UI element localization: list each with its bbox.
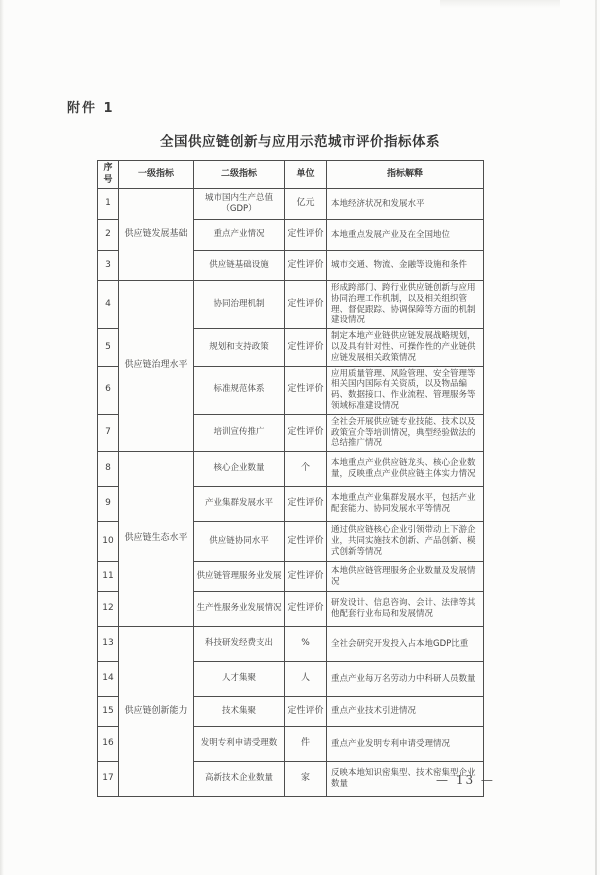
unit-cell: 定性评价: [285, 562, 327, 592]
explanation-cell: 形成跨部门、跨行业供应链创新与应用协同治理工作机制，以及相关组织管理、督促跟踪、协调保障等方面的机制建设情况: [327, 281, 484, 329]
level2-indicator-cell: 科技研发经费支出: [194, 627, 285, 662]
row-number-cell: 11: [98, 562, 119, 592]
table-row: [98, 452, 484, 487]
row-number-cell: 13: [98, 627, 119, 662]
level2-indicator-cell: 人才集聚: [194, 662, 285, 697]
table-body: [98, 189, 484, 797]
table-header-row: [98, 161, 484, 189]
column-header: 二级指标: [194, 161, 285, 189]
row-number-cell: 6: [98, 366, 119, 414]
indicator-table: [97, 160, 484, 797]
table-row: [98, 189, 484, 220]
level2-indicator-cell: 标准规范体系: [194, 366, 285, 414]
row-number-cell: 16: [98, 727, 119, 762]
page-number: — 13 —: [436, 773, 495, 787]
row-number-cell: 17: [98, 762, 119, 797]
row-number-cell: 5: [98, 329, 119, 366]
table-row: [98, 627, 484, 662]
explanation-cell: 反映本地知识密集型、技术密集型企业数量: [327, 762, 484, 797]
level2-indicator-cell: 城市国内生产总值（GDP）: [194, 189, 285, 220]
explanation-cell: 研发设计、信息咨询、会计、法律等其他配套行业布局和发展情况: [327, 592, 484, 627]
column-header: 序号: [98, 161, 119, 189]
explanation-cell: 本地重点产业集群发展水平，包括产业配套能力、协同发展水平等情况: [327, 487, 484, 522]
level2-indicator-cell: 培训宣传推广: [194, 414, 285, 451]
table-row: [98, 281, 484, 329]
level2-indicator-cell: 技术集聚: [194, 697, 285, 727]
level1-indicator-cell: 供应链发展基础: [119, 189, 194, 281]
level1-indicator-cell: 供应链治理水平: [119, 281, 194, 452]
unit-cell: 人: [285, 662, 327, 697]
unit-cell: 定性评价: [285, 522, 327, 562]
level2-indicator-cell: 协同治理机制: [194, 281, 285, 329]
row-number-cell: 8: [98, 452, 119, 487]
explanation-cell: 全社会研究开发投入占本地GDP比重: [327, 627, 484, 662]
explanation-cell: 本地经济状况和发展水平: [327, 189, 484, 220]
unit-cell: 个: [285, 452, 327, 487]
level2-indicator-cell: 生产性服务业发展情况: [194, 592, 285, 627]
row-number-cell: 15: [98, 697, 119, 727]
scan-smudge: [440, 0, 560, 8]
row-number-cell: 4: [98, 281, 119, 329]
unit-cell: 定性评价: [285, 366, 327, 414]
row-number-cell: 10: [98, 522, 119, 562]
level2-indicator-cell: 规划和支持政策: [194, 329, 285, 366]
level1-indicator-cell: 供应链创新能力: [119, 627, 194, 797]
unit-cell: 家: [285, 762, 327, 797]
level2-indicator-cell: 供应链协同水平: [194, 522, 285, 562]
unit-cell: 件: [285, 727, 327, 762]
row-number-cell: 7: [98, 414, 119, 451]
explanation-cell: 制定本地产业链供应链发展战略规划，以及具有针对性、可操作性的产业链供应链发展相关政策情况: [327, 329, 484, 366]
unit-cell: 定性评价: [285, 251, 327, 281]
level2-indicator-cell: 产业集群发展水平: [194, 487, 285, 522]
explanation-cell: 全社会开展供应链专业技能、技术以及政策宣介等培训情况，典型经验做法的总结推广情况: [327, 414, 484, 451]
explanation-cell: 重点产业技术引进情况: [327, 697, 484, 727]
level2-indicator-cell: 供应链管理服务业发展: [194, 562, 285, 592]
explanation-cell: 本地重点发展产业及在全国地位: [327, 220, 484, 251]
explanation-cell: 重点产业每万名劳动力中科研人员数量: [327, 662, 484, 697]
attachment-label: 附件 1: [67, 101, 115, 116]
unit-cell: 定性评价: [285, 329, 327, 366]
row-number-cell: 2: [98, 220, 119, 251]
page-title: 全国供应链创新与应用示范城市评价指标体系: [160, 134, 440, 150]
unit-cell: 定性评价: [285, 592, 327, 627]
row-number-cell: 3: [98, 251, 119, 281]
unit-cell: %: [285, 627, 327, 662]
unit-cell: 定性评价: [285, 697, 327, 727]
unit-cell: 定性评价: [285, 220, 327, 251]
level1-indicator-cell: 供应链生态水平: [119, 452, 194, 627]
row-number-cell: 9: [98, 487, 119, 522]
row-number-cell: 12: [98, 592, 119, 627]
level2-indicator-cell: 供应链基础设施: [194, 251, 285, 281]
explanation-cell: 本地供应链管理服务企业数量及发展情况: [327, 562, 484, 592]
explanation-cell: 应用质量管理、风险管理、安全管理等相关国内国际有关资质，以及物品编码、数据接口、作业流程、管理服务等领域标准建设情况: [327, 366, 484, 414]
row-number-cell: 14: [98, 662, 119, 697]
unit-cell: 定性评价: [285, 414, 327, 451]
level2-indicator-cell: 高新技术企业数量: [194, 762, 285, 797]
column-header: 单位: [285, 161, 327, 189]
level2-indicator-cell: 发明专利申请受理数: [194, 727, 285, 762]
level2-indicator-cell: 重点产业情况: [194, 220, 285, 251]
unit-cell: 定性评价: [285, 281, 327, 329]
row-number-cell: 1: [98, 189, 119, 220]
unit-cell: 亿元: [285, 189, 327, 220]
column-header: 指标解释: [327, 161, 484, 189]
column-header: 一级指标: [119, 161, 194, 189]
unit-cell: 定性评价: [285, 487, 327, 522]
level2-indicator-cell: 核心企业数量: [194, 452, 285, 487]
explanation-cell: 城市交通、物流、金融等设施和条件: [327, 251, 484, 281]
explanation-cell: 通过供应链核心企业引领带动上下游企业，共同实施技术创新、产品创新、模式创新等情况: [327, 522, 484, 562]
explanation-cell: 本地重点产业供应链龙头、核心企业数量，反映重点产业供应链主体实力情况: [327, 452, 484, 487]
explanation-cell: 重点产业发明专利申请受理情况: [327, 727, 484, 762]
